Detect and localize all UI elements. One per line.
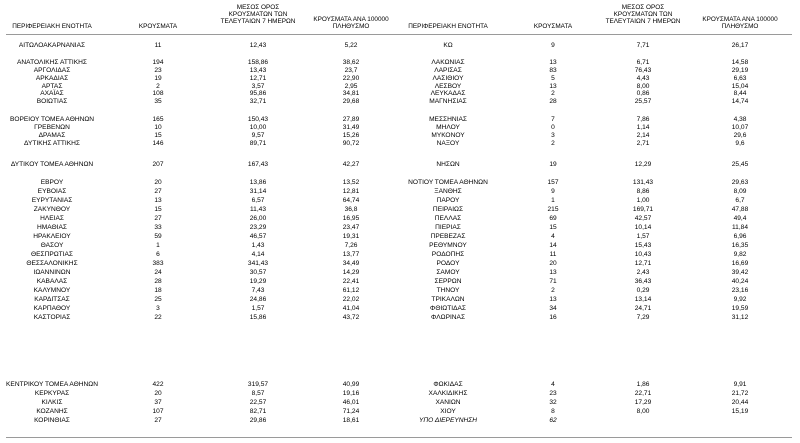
left-row-region: ΙΩΑΝΝΙΝΩΝ xyxy=(33,269,71,276)
right-row-region: ΞΑΝΘΗΣ xyxy=(434,188,462,195)
left-row-region: ΗΛΕΙΑΣ xyxy=(40,215,64,222)
header-per-left: ΚΡΟΥΣΜΑΤΑ ΑΝΑ 100000 ΠΛΗΘΥΣΜΟ xyxy=(313,16,389,31)
left-row-cases: 27 xyxy=(154,417,162,424)
left-row-avg: 167,43 xyxy=(247,161,269,168)
right-row-avg: 8,00 xyxy=(636,83,650,90)
left-row-region: ΚΟΖΑΝΗΣ xyxy=(36,408,68,415)
right-row-region: ΝΟΤΙΟΥ ΤΟΜΕΑ ΑΘΗΝΩΝ xyxy=(408,179,488,186)
left-row-cases: 19 xyxy=(154,75,162,82)
left-row-per: 18,61 xyxy=(342,417,360,424)
right-row-region: ΡΟΔΟΥ xyxy=(436,260,460,267)
right-row-avg: 131,43 xyxy=(632,179,654,186)
left-row-region: ΚΕΡΚΥΡΑΣ xyxy=(34,390,70,397)
left-row-per: 7,26 xyxy=(344,242,358,249)
left-row-region: ΓΡΕΒΕΝΩΝ xyxy=(34,124,70,131)
right-row-region: ΣΕΡΡΩΝ xyxy=(434,278,462,285)
left-row-cases: 6 xyxy=(156,251,160,258)
right-row-avg: 17,29 xyxy=(634,399,652,406)
left-row-avg: 13,86 xyxy=(249,179,267,186)
left-row-region: ΑΡΓΟΛΙΔΑΣ xyxy=(33,67,71,74)
right-row-per: 6,63 xyxy=(733,75,747,82)
left-row-avg: 95,86 xyxy=(249,90,267,97)
right-row-region: ΡΕΘΥΜΝΟΥ xyxy=(429,242,467,249)
right-row-avg: 1,00 xyxy=(636,197,650,204)
left-row-region: ΒΟΙΩΤΙΑΣ xyxy=(36,98,68,105)
left-row-per: 13,77 xyxy=(342,251,360,258)
left-row-per: 12,81 xyxy=(342,188,360,195)
right-row-avg: 1,14 xyxy=(636,124,650,131)
right-row-per: 20,44 xyxy=(731,399,749,406)
right-row-avg: 8,00 xyxy=(636,408,650,415)
left-row-avg: 12,71 xyxy=(249,75,267,82)
left-row-region: ΗΜΑΘΙΑΣ xyxy=(37,224,67,231)
right-row-avg: 36,43 xyxy=(634,278,652,285)
left-row-avg: 32,71 xyxy=(249,98,267,105)
left-row-cases: 13 xyxy=(154,197,162,204)
left-row-cases: 2 xyxy=(156,83,160,90)
left-row-region: ΚΑΡΠΑΘΟΥ xyxy=(33,305,71,312)
right-row-cases: 71 xyxy=(549,278,557,285)
left-row-per: 34,49 xyxy=(342,260,360,267)
left-row-cases: 422 xyxy=(152,381,164,388)
left-row-region: ΔΥΤΙΚΟΥ ΤΟΜΕΑ ΑΘΗΝΩΝ xyxy=(10,161,94,168)
left-row-region: ΔΥΤΙΚΗΣ ΑΤΤΙΚΗΣ xyxy=(24,140,80,147)
right-row-per: 14,58 xyxy=(731,59,749,66)
right-row-per: 29,63 xyxy=(731,179,749,186)
left-row-per: 5,22 xyxy=(344,42,358,49)
left-row-region: ΗΡΑΚΛΕΙΟΥ xyxy=(33,233,71,240)
left-row-cases: 27 xyxy=(154,215,162,222)
right-row-per: 6,7 xyxy=(735,197,745,204)
right-row-per: 9,92 xyxy=(733,296,747,303)
left-row-region: ΚΕΝΤΡΙΚΟΥ ΤΟΜΕΑ ΑΘΗΝΩΝ xyxy=(6,381,98,388)
left-row-cases: 24 xyxy=(154,269,162,276)
right-row-region: ΠΕΙΡΑΙΩΣ xyxy=(432,206,464,213)
left-row-avg: 8,57 xyxy=(251,390,265,397)
right-row-region: ΜΕΣΣΗΝΙΑΣ xyxy=(429,116,467,123)
right-row-avg: 0,29 xyxy=(636,287,650,294)
left-row-avg: 3,57 xyxy=(251,83,265,90)
right-row-cases: 19 xyxy=(549,161,557,168)
right-row-avg: 12,71 xyxy=(634,260,652,267)
right-row-cases: 20 xyxy=(549,260,557,267)
right-row-cases: 13 xyxy=(549,269,557,276)
header-avg-left: ΜΕΣΟΣ ΟΡΟΣ ΚΡΟΥΣΜΑΤΩΝ ΤΩΝ ΤΕΛΕΥΤΑΙΩΝ 7 ΗΜΕΡΩΝ xyxy=(220,4,296,26)
left-row-cases: 15 xyxy=(154,206,162,213)
right-row-per: 15,04 xyxy=(731,83,749,90)
right-row-per: 9,82 xyxy=(733,251,747,258)
right-row-per: 29,6 xyxy=(733,132,747,139)
right-row-cases: 11 xyxy=(549,251,557,258)
right-row-region: ΛΕΣΒΟΥ xyxy=(434,83,462,90)
left-row-per: 43,72 xyxy=(342,314,360,321)
left-row-per: 22,41 xyxy=(342,278,360,285)
right-row-region: ΤΗΝΟΥ xyxy=(436,287,460,294)
right-row-region: ΧΑΝΙΩΝ xyxy=(435,399,461,406)
left-row-avg: 29,86 xyxy=(249,417,267,424)
right-row-region: ΛΑΡΙΣΑΣ xyxy=(434,67,462,74)
right-row-avg: 0,86 xyxy=(636,90,650,97)
left-row-region: ΚΑΛΥΜΝΟΥ xyxy=(33,287,71,294)
left-row-cases: 33 xyxy=(154,224,162,231)
right-row-cases: 3 xyxy=(551,132,555,139)
right-row-region: ΜΗΛΟΥ xyxy=(436,124,460,131)
left-row-per: 19,16 xyxy=(342,390,360,397)
right-row-cases: 32 xyxy=(549,399,557,406)
right-row-per: 16,69 xyxy=(731,260,749,267)
left-row-cases: 18 xyxy=(154,287,162,294)
right-row-region: ΜΑΓΝΗΣΙΑΣ xyxy=(429,98,467,105)
left-row-region: ΘΕΣΣΑΛΟΝΙΚΗΣ xyxy=(26,260,78,267)
header-per-right: ΚΡΟΥΣΜΑΤΑ ΑΝΑ 100000 ΠΛΗΘΥΣΜΟ xyxy=(702,16,778,31)
left-row-region: ΑΧΑΪΑΣ xyxy=(40,90,64,97)
right-row-cases: 9 xyxy=(551,42,555,49)
right-row-avg: 25,57 xyxy=(634,98,652,105)
right-row-avg: 4,43 xyxy=(636,75,650,82)
left-row-per: 90,72 xyxy=(342,140,360,147)
right-row-per: 29,19 xyxy=(731,67,749,74)
right-row-region: ΦΛΩΡΙΝΑΣ xyxy=(430,314,466,321)
right-row-region: ΤΡΙΚΑΛΩΝ xyxy=(431,296,465,303)
right-row-region: ΣΑΜΟΥ xyxy=(436,269,460,276)
right-row-avg: 22,71 xyxy=(634,390,652,397)
right-row-per: 9,6 xyxy=(735,140,745,147)
right-row-region: ΠΕΛΛΑΣ xyxy=(434,215,462,222)
left-row-region: ΕΥΒΟΙΑΣ xyxy=(37,188,67,195)
left-row-region: ΚΑΒΑΛΑΣ xyxy=(36,278,68,285)
right-row-avg: 8,86 xyxy=(636,188,650,195)
right-row-avg: 12,29 xyxy=(634,161,652,168)
right-row-avg: 7,29 xyxy=(636,314,650,321)
left-row-per: 15,26 xyxy=(342,132,360,139)
left-row-avg: 9,57 xyxy=(251,132,265,139)
left-row-per: 40,99 xyxy=(342,381,360,388)
left-row-region: ΑΡΤΑΣ xyxy=(41,83,63,90)
left-row-avg: 30,57 xyxy=(249,269,267,276)
left-row-avg: 319,57 xyxy=(247,381,269,388)
left-row-region: ΕΥΡΥΤΑΝΙΑΣ xyxy=(31,197,73,204)
left-row-avg: 23,29 xyxy=(249,224,267,231)
left-row-avg: 10,00 xyxy=(249,124,267,131)
left-row-cases: 107 xyxy=(152,408,164,415)
right-row-avg: 24,71 xyxy=(634,305,652,312)
left-row-avg: 46,57 xyxy=(249,233,267,240)
left-row-region: ΚΑΡΔΙΤΣΑΣ xyxy=(34,296,70,303)
right-row-cases: 1 xyxy=(551,197,555,204)
right-row-per: 14,74 xyxy=(731,98,749,105)
left-row-per: 19,31 xyxy=(342,233,360,240)
left-row-cases: 15 xyxy=(154,132,162,139)
header-cases-left: ΚΡΟΥΣΜΑΤΑ xyxy=(138,23,178,30)
left-row-cases: 37 xyxy=(154,399,162,406)
left-row-region: ΘΕΣΠΡΩΤΙΑΣ xyxy=(30,251,74,258)
left-row-per: 61,12 xyxy=(342,287,360,294)
right-row-cases: 69 xyxy=(549,215,557,222)
right-row-cases: 13 xyxy=(549,83,557,90)
right-row-per: 47,88 xyxy=(731,206,749,213)
left-row-avg: 26,00 xyxy=(249,215,267,222)
left-row-cases: 20 xyxy=(154,179,162,186)
right-row-cases: 5 xyxy=(551,75,555,82)
left-row-per: 22,90 xyxy=(342,75,360,82)
left-row-avg: 341,43 xyxy=(247,260,269,267)
right-row-avg: 2,14 xyxy=(636,132,650,139)
left-row-avg: 12,43 xyxy=(249,42,267,49)
right-row-cases: 2 xyxy=(551,90,555,97)
right-row-avg: 1,86 xyxy=(636,381,650,388)
left-row-cases: 10 xyxy=(154,124,162,131)
right-row-per: 10,07 xyxy=(731,124,749,131)
right-row-region: ΛΕΥΚΑΔΑΣ xyxy=(430,90,466,97)
right-row-cases: 0 xyxy=(551,124,555,131)
left-row-avg: 13,43 xyxy=(249,67,267,74)
right-row-per: 16,35 xyxy=(731,242,749,249)
right-row-cases: 28 xyxy=(549,98,557,105)
right-row-avg: 10,14 xyxy=(634,224,652,231)
left-row-cases: 20 xyxy=(154,390,162,397)
left-row-per: 14,29 xyxy=(342,269,360,276)
left-row-avg: 4,14 xyxy=(251,251,265,258)
header-region-right: ΠΕΡΙΦΕΡΕΙΑΚΗ ΕΝΟΤΗΤΑ xyxy=(408,23,488,30)
left-row-per: 41,04 xyxy=(342,305,360,312)
left-row-avg: 6,57 xyxy=(251,197,265,204)
left-row-avg: 31,14 xyxy=(249,188,267,195)
right-row-per: 39,42 xyxy=(731,269,749,276)
right-row-region: ΝΗΣΩΝ xyxy=(436,161,460,168)
left-row-cases: 35 xyxy=(154,98,162,105)
left-row-cases: 165 xyxy=(152,116,164,123)
left-row-region: ΔΡΑΜΑΣ xyxy=(38,132,66,139)
right-row-avg: 7,71 xyxy=(636,42,650,49)
left-row-cases: 207 xyxy=(152,161,164,168)
right-row-avg: 2,71 xyxy=(636,140,650,147)
left-row-region: ΚΟΡΙΝΘΙΑΣ xyxy=(34,417,70,424)
left-row-per: 38,62 xyxy=(342,59,360,66)
left-row-avg: 22,57 xyxy=(249,399,267,406)
right-row-cases: 83 xyxy=(549,67,557,74)
right-row-cases: 62 xyxy=(549,417,557,424)
left-row-cases: 11 xyxy=(154,42,162,49)
right-row-cases: 34 xyxy=(549,305,557,312)
right-row-region: ΛΑΚΩΝΙΑΣ xyxy=(431,59,465,66)
right-row-avg: 76,43 xyxy=(634,67,652,74)
left-row-avg: 15,86 xyxy=(249,314,267,321)
right-row-region: ΥΠΟ ΔΙΕΡΕΥΝΗΣΗ xyxy=(419,417,477,424)
right-row-cases: 2 xyxy=(551,140,555,147)
left-row-per: 23,47 xyxy=(342,224,360,231)
right-row-region: ΜΥΚΟΝΟΥ xyxy=(431,132,465,139)
right-row-region: ΚΩ xyxy=(443,42,453,49)
right-row-region: ΠΑΡΟΥ xyxy=(436,197,460,204)
right-row-cases: 23 xyxy=(549,390,557,397)
right-row-per: 19,59 xyxy=(731,305,749,312)
right-row-per: 11,84 xyxy=(731,224,749,231)
left-row-per: 64,74 xyxy=(342,197,360,204)
left-row-per: 13,52 xyxy=(342,179,360,186)
right-row-avg: 15,43 xyxy=(634,242,652,249)
right-row-per: 26,17 xyxy=(731,42,749,49)
right-row-cases: 7 xyxy=(551,116,555,123)
left-row-per: 31,49 xyxy=(342,124,360,131)
left-row-per: 23,7 xyxy=(344,67,358,74)
left-row-avg: 89,71 xyxy=(249,140,267,147)
right-row-per: 6,96 xyxy=(733,233,747,240)
left-row-cases: 146 xyxy=(152,140,164,147)
left-row-per: 27,89 xyxy=(342,116,360,123)
right-row-cases: 215 xyxy=(547,206,559,213)
right-row-avg: 42,57 xyxy=(634,215,652,222)
left-row-region: ΑΝΑΤΟΛΙΚΗΣ ΑΤΤΙΚΗΣ xyxy=(17,59,87,66)
right-row-avg: 2,43 xyxy=(636,269,650,276)
left-row-per: 71,24 xyxy=(342,408,360,415)
right-row-per: 25,45 xyxy=(731,161,749,168)
right-row-cases: 14 xyxy=(549,242,557,249)
right-row-region: ΧΙΟΥ xyxy=(440,408,456,415)
right-row-cases: 15 xyxy=(549,224,557,231)
right-row-avg: 1,57 xyxy=(636,233,650,240)
right-row-per: 15,19 xyxy=(731,408,749,415)
right-row-avg: 6,71 xyxy=(636,59,650,66)
right-row-region: ΦΩΚΙΔΑΣ xyxy=(433,381,463,388)
left-row-per: 42,27 xyxy=(342,161,360,168)
left-row-avg: 1,43 xyxy=(251,242,265,249)
left-row-per: 16,95 xyxy=(342,215,360,222)
right-row-per: 23,16 xyxy=(731,287,749,294)
right-row-per: 9,91 xyxy=(733,381,747,388)
left-row-cases: 1 xyxy=(156,242,160,249)
header-cases-right: ΚΡΟΥΣΜΑΤΑ xyxy=(533,23,573,30)
header-avg-right: ΜΕΣΟΣ ΟΡΟΣ ΚΡΟΥΣΜΑΤΩΝ ΤΩΝ ΤΕΛΕΥΤΑΙΩΝ 7 ΗΜΕΡΩΝ xyxy=(605,4,681,26)
right-row-per: 40,24 xyxy=(731,278,749,285)
left-row-cases: 28 xyxy=(154,278,162,285)
left-row-cases: 27 xyxy=(154,188,162,195)
right-row-cases: 2 xyxy=(551,287,555,294)
right-row-cases: 13 xyxy=(549,296,557,303)
left-row-region: ΒΟΡΕΙΟΥ ΤΟΜΕΑ ΑΘΗΝΩΝ xyxy=(9,116,95,123)
right-row-cases: 4 xyxy=(551,381,555,388)
right-row-region: ΦΘΙΩΤΙΔΑΣ xyxy=(430,305,466,312)
right-row-avg: 13,14 xyxy=(634,296,652,303)
left-row-avg: 7,43 xyxy=(251,287,265,294)
left-row-avg: 24,86 xyxy=(249,296,267,303)
left-row-per: 46,01 xyxy=(342,399,360,406)
right-row-per: 31,12 xyxy=(731,314,749,321)
left-row-cases: 22 xyxy=(154,314,162,321)
left-row-cases: 25 xyxy=(154,296,162,303)
right-row-region: ΠΡΕΒΕΖΑΣ xyxy=(430,233,466,240)
left-row-avg: 19,29 xyxy=(249,278,267,285)
left-row-cases: 383 xyxy=(152,260,164,267)
right-row-cases: 157 xyxy=(547,179,559,186)
header-region-left: ΠΕΡΙΦΕΡΕΙΑΚΗ ΕΝΟΤΗΤΑ xyxy=(12,23,92,30)
right-row-region: ΝΑΞΟΥ xyxy=(436,140,460,147)
left-row-cases: 108 xyxy=(152,90,164,97)
left-row-region: ΑΙΤΩΛΟΑΚΑΡΝΑΝΙΑΣ xyxy=(18,42,86,49)
right-row-per: 8,44 xyxy=(733,90,747,97)
left-row-region: ΚΙΛΚΙΣ xyxy=(41,399,63,406)
left-row-cases: 194 xyxy=(152,59,164,66)
right-row-cases: 8 xyxy=(551,408,555,415)
left-row-region: ΖΑΚΥΝΘΟΥ xyxy=(33,206,71,213)
left-row-region: ΘΑΣΟΥ xyxy=(40,242,64,249)
right-row-region: ΛΑΣΙΘΙΟΥ xyxy=(432,75,464,82)
left-row-avg: 158,86 xyxy=(247,59,269,66)
left-row-region: ΕΒΡΟΥ xyxy=(40,179,64,186)
right-row-per: 21,72 xyxy=(731,390,749,397)
right-row-region: ΧΑΛΚΙΔΙΚΗΣ xyxy=(428,390,468,397)
left-row-per: 36,8 xyxy=(344,206,358,213)
footer-divider xyxy=(6,437,792,438)
right-row-per: 49,4 xyxy=(733,215,747,222)
left-row-cases: 3 xyxy=(156,305,160,312)
left-row-cases: 23 xyxy=(154,67,162,74)
left-row-avg: 11,43 xyxy=(249,206,267,213)
right-row-avg: 7,86 xyxy=(636,116,650,123)
right-row-region: ΡΟΔΟΠΗΣ xyxy=(431,251,465,258)
right-row-avg: 169,71 xyxy=(632,206,654,213)
right-row-cases: 16 xyxy=(549,314,557,321)
left-row-per: 29,68 xyxy=(342,98,360,105)
left-row-avg: 1,57 xyxy=(251,305,265,312)
right-row-cases: 13 xyxy=(549,59,557,66)
left-row-per: 2,95 xyxy=(344,83,358,90)
header-divider xyxy=(6,34,792,35)
left-row-region: ΑΡΚΑΔΙΑΣ xyxy=(35,75,69,82)
right-row-region: ΠΙΕΡΙΑΣ xyxy=(435,224,461,231)
left-row-avg: 82,71 xyxy=(249,408,267,415)
right-row-cases: 4 xyxy=(551,233,555,240)
right-row-cases: 9 xyxy=(551,188,555,195)
right-row-avg: 10,43 xyxy=(634,251,652,258)
left-row-region: ΚΑΣΤΟΡΙΑΣ xyxy=(33,314,71,321)
left-row-cases: 59 xyxy=(154,233,162,240)
left-row-per: 34,81 xyxy=(342,90,360,97)
right-row-per: 4,38 xyxy=(733,116,747,123)
left-row-avg: 150,43 xyxy=(247,116,269,123)
right-row-per: 8,09 xyxy=(733,188,747,195)
left-row-per: 22,02 xyxy=(342,296,360,303)
